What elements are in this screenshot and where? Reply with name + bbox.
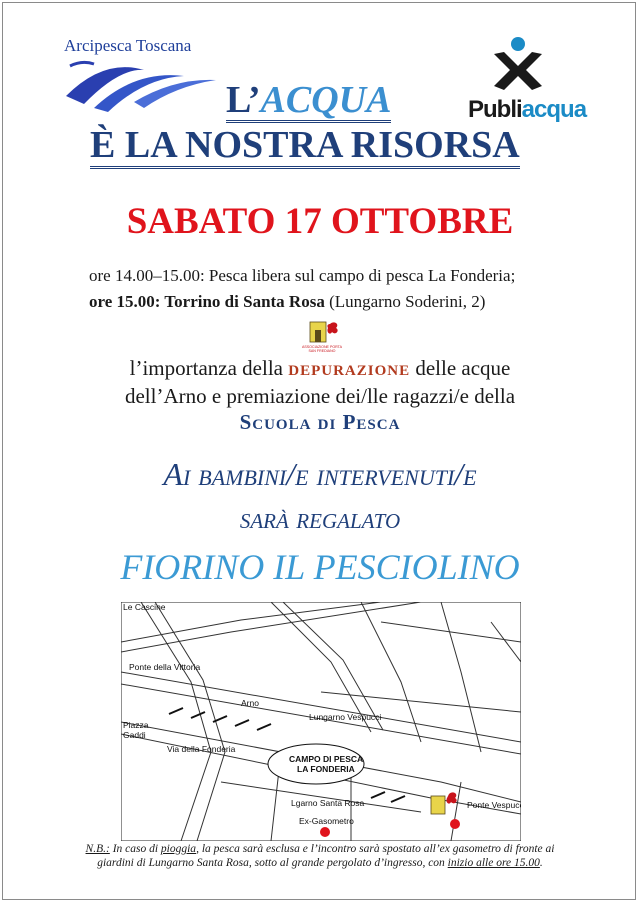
campo-marker <box>450 819 460 829</box>
map-label-santa-rosa: Lgarno Santa Rosa <box>291 798 365 808</box>
event-date: SABATO 17 OTTOBRE <box>126 201 514 242</box>
map-label-via-fonderia: Via della Fonderia <box>167 744 236 754</box>
map-label-arno: Arno <box>241 698 259 708</box>
svg-text:SAN FREDIANO: SAN FREDIANO <box>308 349 336 353</box>
map-label-vespucci: Lungarno Vespucci <box>309 712 382 722</box>
map-label-piazza: Piazza <box>123 720 149 730</box>
rain-note: N.B.: In caso di pioggia, la pesca sarà esclusa e l’incontro sarà spostato all’ex gasometro di fronte ai giardini di Lungarno Santa Rosa, sotto al grande pergolato d’ingresso, con inizio alle ore 15.00. <box>85 843 555 869</box>
map-label-cascine: Le Cascine <box>123 602 166 612</box>
gift-line3: FIORINO IL PESCIOLINO <box>120 547 520 587</box>
map-label-campo-2: LA FONDERIA <box>297 764 355 774</box>
description-line3: Scuola di Pesca <box>239 410 401 434</box>
schedule-line1: ore 14.00–15.00: Pesca libera sul campo di pesca La Fonderia; <box>89 266 516 285</box>
title-line1: L’ACQUA <box>226 79 392 121</box>
title-line2: È LA NOSTRA RISORSA <box>90 124 520 169</box>
map-label-gasometro: Ex-Gasometro <box>299 816 354 826</box>
gift-line2: sarà regalato <box>239 502 401 535</box>
publiacqua-logo-icon <box>490 36 546 99</box>
location-map <box>121 602 521 841</box>
gift-line1: Ai bambini/e intervenuti/e <box>163 456 477 492</box>
swoosh-logo-icon <box>64 56 219 121</box>
map-label-ponte-vittoria: Ponte della Vittoria <box>129 662 201 672</box>
schedule-line2: ore 15.00: Torrino di Santa Rosa (Lungarno Soderini, 2) <box>89 292 486 311</box>
arcipesca-logo-text: Arcipesca Toscana <box>64 36 192 55</box>
svg-text:ASSOCIAZIONE PORTA: ASSOCIAZIONE PORTA <box>301 345 343 349</box>
gasometro-marker <box>320 827 330 837</box>
description-line2: dell’Arno e premiazione dei/lle ragazzi/e della <box>124 384 516 408</box>
publiacqua-logo-text: Publiacqua <box>468 96 587 123</box>
map-label-gaddi: Gaddi <box>123 730 146 740</box>
description-line1: l’importanza della depurazione delle acque <box>129 356 511 380</box>
map-label-ponte-vespucci: Ponte Vespucci <box>467 800 521 810</box>
map-label-campo-1: CAMPO DI PESCA <box>289 754 364 764</box>
